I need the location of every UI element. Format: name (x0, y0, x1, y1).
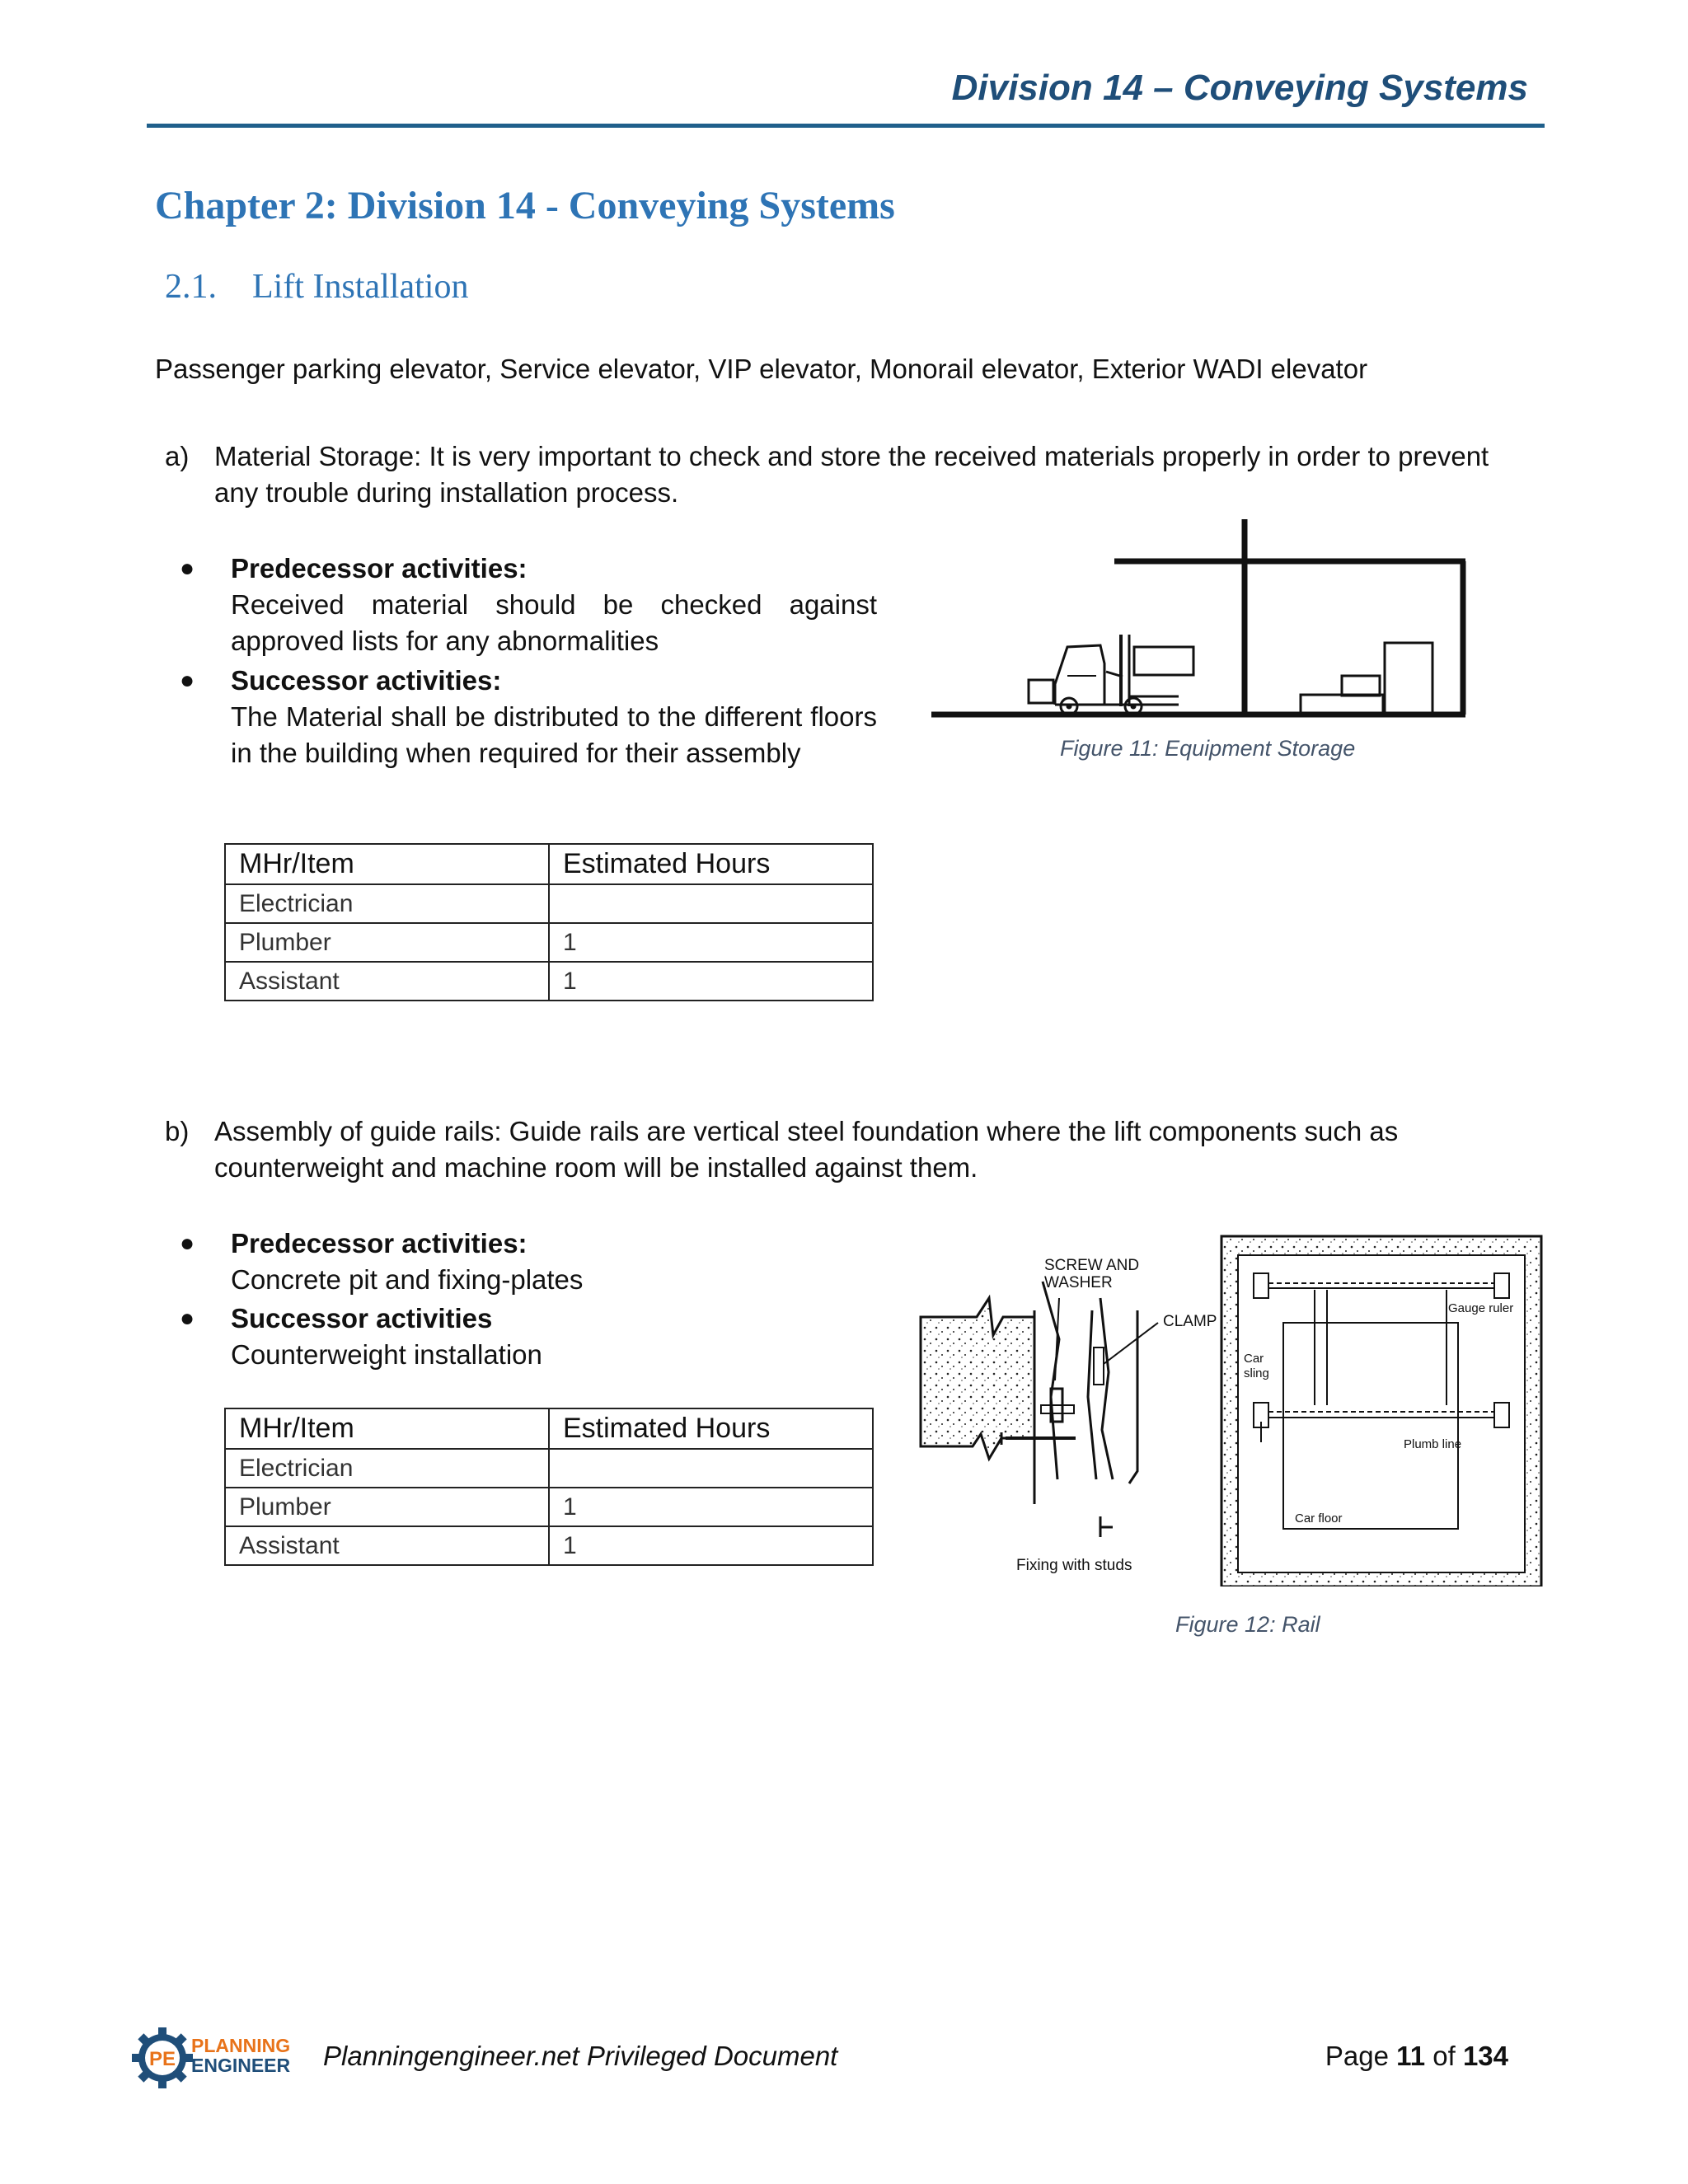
table-cell: 1 (549, 1526, 873, 1565)
page-of: of (1432, 2041, 1456, 2071)
item-b-letter: b) (165, 1116, 190, 1146)
gauge-ruler-label: Gauge ruler (1448, 1301, 1514, 1315)
page-total: 134 (1462, 2041, 1508, 2071)
table-header-row (225, 1408, 873, 1449)
table-header-cell: Estimated Hours (549, 844, 873, 884)
item-a-line1: Material Storage: It is very important to check and store the received materials properly in order to prevent (214, 441, 1489, 471)
item-b-bullet1-text: Concrete pit and fixing-plates (231, 1264, 584, 1295)
intro-paragraph: Passenger parking elevator, Service elevator, VIP elevator, Monorail elevator, Exterior WADI elevator (155, 354, 1368, 384)
car-floor-label: Car floor (1295, 1511, 1343, 1526)
clamp-label: CLAMP (1163, 1313, 1217, 1330)
item-a-bullet2-heading: Successor activities: (231, 665, 502, 696)
section-heading (165, 267, 468, 307)
table-header-cell: MHr/Item (225, 1408, 549, 1449)
item-a-bullet2-text: The Material shall be distributed to the different floors in the building when required for their assembly (231, 701, 877, 768)
car-sling-label: sling (1244, 1366, 1269, 1380)
table-row (225, 884, 873, 923)
running-header: Division 14 – Conveying Systems (951, 68, 1528, 108)
footer-document-note: Planningengineer.net Privileged Document (323, 2041, 838, 2071)
table-row (225, 923, 873, 962)
table-row (225, 1488, 873, 1526)
header-rule (147, 124, 1545, 128)
item-b-bullet2-text: Counterweight installation (231, 1339, 542, 1370)
planning-engineer-logo-gear-icon (132, 2027, 193, 2088)
table-cell (549, 1449, 873, 1488)
table-cell: Plumber (225, 923, 549, 962)
table-header-row (225, 844, 873, 884)
item-b-bullet1-heading: Predecessor activities: (231, 1228, 528, 1258)
logo-mark: PE (148, 2048, 176, 2070)
item-b-bullet2-heading: Successor activities (231, 1303, 493, 1333)
table-row (225, 1449, 873, 1488)
table-cell: Electrician (225, 884, 549, 923)
figure-12-caption: Figure 12: Rail (1175, 1612, 1320, 1637)
item-a-letter: a) (165, 441, 190, 471)
item-a-bullet1-heading: Predecessor activities: (231, 553, 528, 583)
table-cell: Electrician (225, 1449, 549, 1488)
section-number: 2.1. (165, 268, 217, 306)
logo-word-top: PLANNING (191, 2035, 291, 2056)
item-b-line2: counterweight and machine room will be installed against them. (214, 1152, 978, 1183)
table-cell: 1 (549, 1488, 873, 1526)
table-cell: 1 (549, 923, 873, 962)
page-number (1325, 2041, 1508, 2072)
item-b-line1: Assembly of guide rails: Guide rails are vertical steel foundation where the lift components such as (214, 1116, 1399, 1146)
car-sling-label: Car (1244, 1352, 1264, 1366)
manhour-table-b (224, 1408, 874, 1566)
bullet-marker: ● (180, 1305, 195, 1332)
table-header-cell: Estimated Hours (549, 1408, 873, 1449)
screw-washer-label: WASHER (1044, 1274, 1113, 1291)
bullet-marker: ● (180, 555, 195, 582)
page-prefix: Page (1325, 2041, 1389, 2071)
equipment-storage-figure (931, 515, 1475, 725)
table-cell: Assistant (225, 1526, 549, 1565)
table-cell: Assistant (225, 962, 549, 1001)
table-header-cell: MHr/Item (225, 844, 549, 884)
guide-rail-figure (911, 1232, 1545, 1586)
chapter-title: Chapter 2: Division 14 - Conveying Systems (155, 184, 895, 227)
page-current: 11 (1396, 2041, 1426, 2071)
bullet-marker: ● (180, 667, 195, 694)
screw-washer-label: SCREW AND (1044, 1257, 1140, 1274)
logo-word-bottom: ENGINEER (191, 2055, 291, 2076)
section-title: Lift Installation (252, 268, 469, 306)
table-cell: Plumber (225, 1488, 549, 1526)
item-a-line2: any trouble during installation process. (214, 477, 679, 508)
plumb-line-label: Plumb line (1404, 1437, 1462, 1451)
item-a-bullet1-text: Received material should be checked against approved lists for any abnormalities (231, 589, 877, 656)
table-cell (549, 884, 873, 923)
figure-11-caption: Figure 11: Equipment Storage (1060, 736, 1356, 761)
table-row (225, 1526, 873, 1565)
bullet-marker: ● (180, 1230, 195, 1257)
table-cell: 1 (549, 962, 873, 1001)
manhour-table-a (224, 843, 874, 1001)
fixing-studs-label: Fixing with studs (1016, 1557, 1132, 1574)
table-row (225, 962, 873, 1001)
